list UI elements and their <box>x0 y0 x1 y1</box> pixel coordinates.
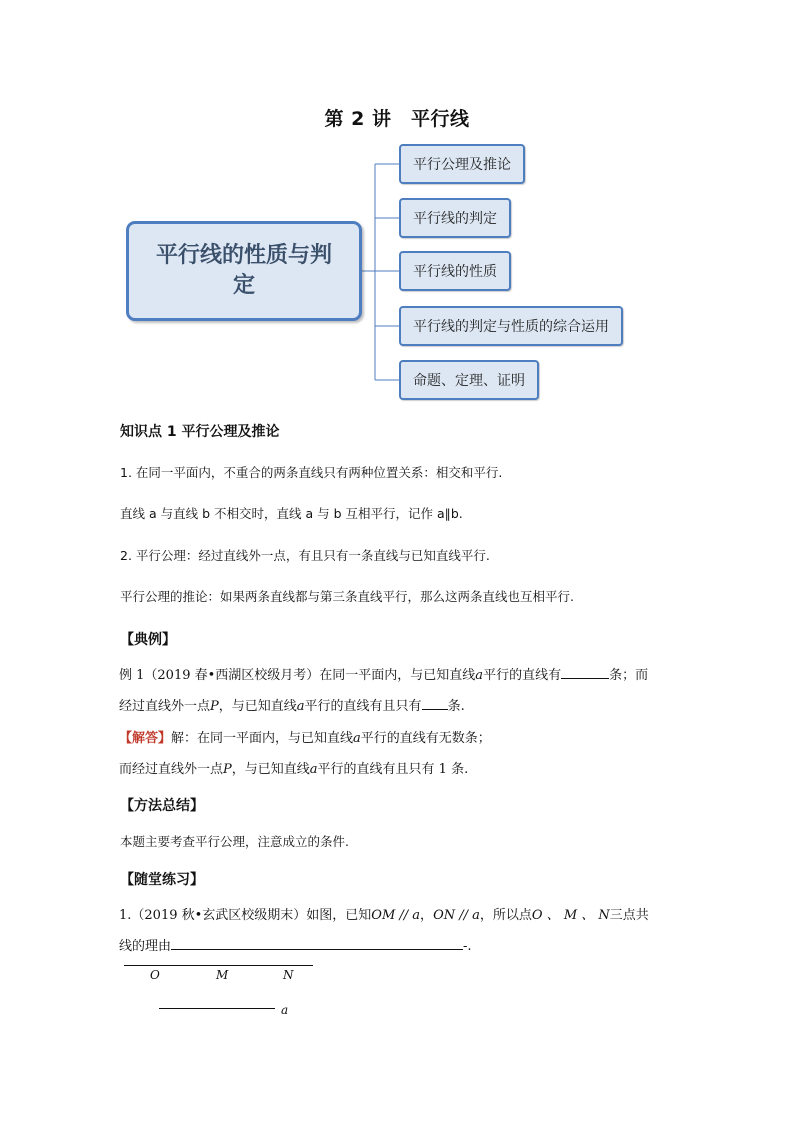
paragraph: 平行公理的推论：如果两条直线都与第三条直线平行，那么这两条直线也互相平行. <box>120 589 574 604</box>
branch-label: 命题、定理、证明 <box>413 373 525 389</box>
answer-blank <box>171 937 463 950</box>
summary-heading: 【方法总结】 <box>120 798 204 814</box>
answer-blank <box>422 697 448 710</box>
line-omn <box>124 965 313 966</box>
example-answer-line-1: 【解答】解：在同一平面内，与已知直线a平行的直线有无数条； <box>119 731 491 746</box>
paragraph: 直线 a 与直线 b 不相交时，直线 a 与 b 互相平行，记作 a∥b. <box>120 506 463 521</box>
example-question-line-1: 例 1（2019 春•西湖区校级月考）在同一平面内，与已知直线a平行的直线有 条；而 <box>119 668 649 683</box>
branch-label: 平行线的性质 <box>413 264 497 280</box>
example-heading: 【典例】 <box>120 632 176 648</box>
practice-question-line-2: 线的理由 -. <box>119 939 472 954</box>
mindmap-branch-criteria <box>399 198 511 238</box>
point-o-label: O <box>150 968 160 982</box>
example-question-line-2: 经过直线外一点P，与已知直线a平行的直线有且只有 条. <box>119 699 465 714</box>
example-answer-line-2: 而经过直线外一点P，与已知直线a平行的直线有且只有 1 条. <box>119 762 469 777</box>
section-heading: 知识点 1 平行公理及推论 <box>120 424 280 440</box>
branch-label: 平行公理及推论 <box>413 157 511 173</box>
mindmap-branch-properties <box>399 251 511 291</box>
practice-heading: 【随堂练习】 <box>120 872 204 888</box>
line-a-label: a <box>281 1003 289 1017</box>
branch-label: 平行线的判定 <box>413 211 497 227</box>
mindmap-center-label: 平行线的性质与判定 <box>155 243 332 298</box>
mindmap-branch-parallel-axiom <box>399 144 525 184</box>
mindmap-connectors <box>0 0 794 420</box>
answer-blank <box>561 666 609 679</box>
point-n-label: N <box>283 968 294 982</box>
mindmap-branch-propositions <box>399 360 539 400</box>
line-a <box>159 1008 275 1009</box>
mindmap-center-node <box>126 221 362 321</box>
paragraph: 2. 平行公理：经过直线外一点，有且只有一条直线与已知直线平行. <box>120 548 490 563</box>
branch-label: 平行线的判定与性质的综合运用 <box>413 319 609 335</box>
paragraph: 1. 在同一平面内，不重合的两条直线只有两种位置关系：相交和平行. <box>120 465 503 480</box>
page-title: 第 2 讲 平行线 <box>324 108 470 130</box>
point-m-label: M <box>216 968 229 982</box>
answer-tag: 【解答】 <box>119 731 172 746</box>
summary-text: 本题主要考查平行公理，注意成立的条件. <box>120 834 349 849</box>
mindmap-branch-combined <box>399 306 623 346</box>
practice-question-line-1: 1.（2019 秋•玄武区校级期末）如图，已知OM // a，ON // a，所以点O 、 M 、 N三点共 <box>119 908 649 923</box>
